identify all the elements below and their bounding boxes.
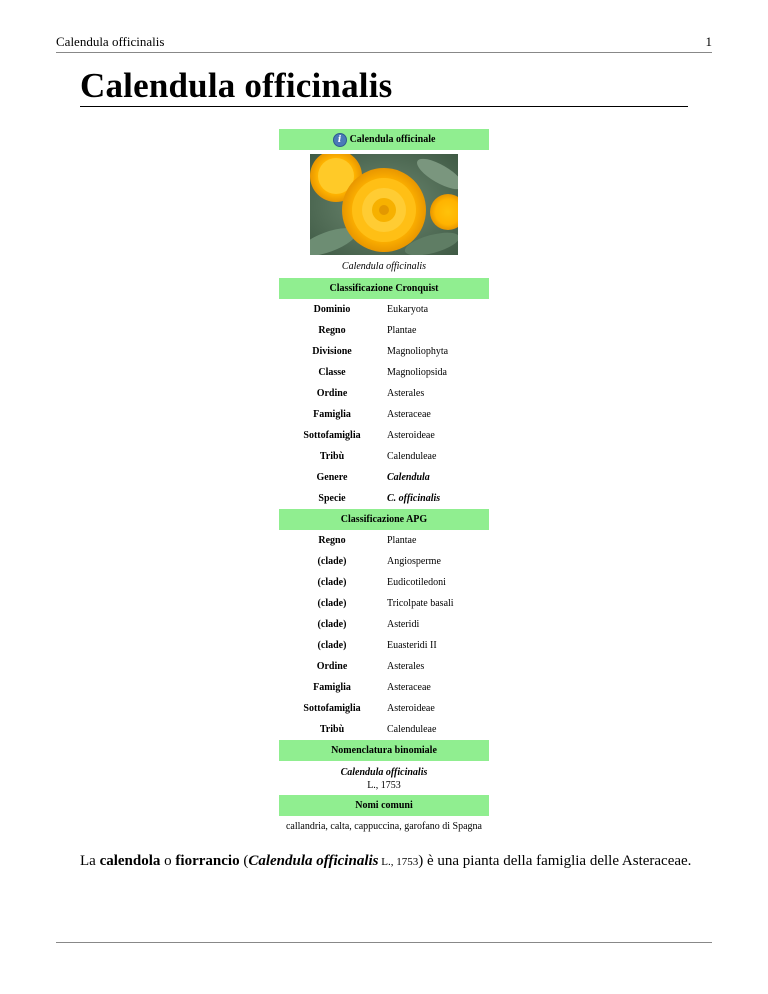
taxon-value[interactable]: Asteridi — [387, 619, 420, 630]
taxon-value[interactable]: Eukaryota — [387, 304, 429, 315]
rank-label: Dominio — [313, 304, 351, 315]
apg-row — [279, 530, 489, 551]
taxon-value[interactable]: Calendula — [387, 472, 430, 483]
intro-text: ( — [239, 853, 249, 869]
binomial-species: Calendula officinalis — [340, 767, 428, 778]
rank-label: Regno — [318, 535, 346, 546]
common-names-text: callandria, calta, cappuccina, garofano di Spagna — [285, 821, 482, 832]
binomial-authority: L., 1753 — [367, 780, 401, 791]
image-caption: Calendula officinalis — [341, 261, 427, 272]
apg-row — [279, 635, 489, 656]
rank-label: Genere — [316, 472, 348, 483]
rank-label: Sottofamiglia — [303, 703, 361, 714]
cronquist-row — [279, 362, 489, 383]
apg-row — [279, 698, 489, 719]
term-fiorrancio: fiorrancio — [175, 853, 240, 869]
taxon-value[interactable]: Calenduleae — [387, 724, 437, 735]
rank-label: Ordine — [316, 388, 348, 399]
header-divider — [56, 52, 712, 53]
calendula-flower-photo[interactable] — [310, 154, 458, 255]
apg-row — [279, 719, 489, 740]
cronquist-heading: Classificazione Cronquist — [279, 278, 489, 299]
common-names-heading: Nomi comuni — [279, 795, 489, 816]
apg-row — [279, 551, 489, 572]
cronquist-row — [279, 425, 489, 446]
intro-text: o — [160, 853, 176, 869]
term-calendola: calendola — [99, 853, 161, 869]
binomial-block — [279, 761, 489, 795]
intro-text: La — [80, 853, 100, 869]
cronquist-row — [279, 467, 489, 488]
rank-label: Ordine — [316, 661, 348, 672]
taxon-value[interactable]: Eudicotiledoni — [387, 577, 446, 588]
cronquist-row — [279, 383, 489, 404]
rank-label: Regno — [318, 325, 346, 336]
apg-heading: Classificazione APG — [279, 509, 489, 530]
rank-label: (clade) — [317, 640, 347, 651]
taxobox-header — [279, 129, 489, 150]
rank-label: Divisione — [312, 346, 352, 357]
taxobox-title: Calendula officinale — [349, 134, 436, 145]
rank-label: Famiglia — [313, 682, 351, 693]
taxobox — [279, 129, 489, 838]
taxon-value[interactable]: Magnoliopsida — [387, 367, 447, 378]
rank-label: Classe — [318, 367, 346, 378]
title-underline — [80, 106, 688, 107]
species-name: Calendula officinalis — [248, 853, 379, 869]
footer-divider — [56, 942, 712, 943]
rank-label: (clade) — [317, 556, 347, 567]
taxon-value[interactable]: Asterales — [387, 661, 425, 672]
cronquist-row — [279, 446, 489, 467]
rank-label: (clade) — [317, 577, 347, 588]
taxon-value[interactable]: Tricolpate basali — [387, 598, 454, 609]
info-icon[interactable]: i — [333, 133, 347, 147]
taxon-value[interactable]: Asteroideae — [387, 703, 435, 714]
apg-row — [279, 677, 489, 698]
taxon-value[interactable]: C. officinalis — [387, 493, 441, 504]
rank-label: Famiglia — [313, 409, 351, 420]
taxon-value[interactable]: Asteraceae — [387, 409, 431, 420]
page-number: 1 — [705, 34, 712, 49]
cronquist-row — [279, 341, 489, 362]
rank-label: Specie — [318, 493, 346, 504]
taxon-value[interactable]: Asterales — [387, 388, 425, 399]
apg-row — [279, 656, 489, 677]
taxon-value[interactable]: Plantae — [387, 535, 417, 546]
taxobox-image-wrap — [279, 150, 489, 256]
apg-row — [279, 572, 489, 593]
cronquist-row — [279, 404, 489, 425]
rank-label: Tribù — [319, 451, 345, 462]
apg-row — [279, 593, 489, 614]
running-head-title: Calendula officinalis — [56, 34, 165, 49]
running-head — [56, 34, 712, 52]
cronquist-row — [279, 320, 489, 341]
cronquist-row — [279, 299, 489, 320]
intro-paragraph — [80, 853, 691, 870]
intro-text: ) è una pianta della famiglia delle Asteraceae. — [418, 853, 692, 869]
apg-row — [279, 614, 489, 635]
rank-label: Tribù — [319, 724, 345, 735]
rank-label: (clade) — [317, 598, 347, 609]
rank-label: Sottofamiglia — [303, 430, 361, 441]
binomial-heading: Nomenclatura binomiale — [279, 740, 489, 761]
taxon-value[interactable]: Magnoliophyta — [387, 346, 449, 357]
species-authority: L., 1753 — [378, 856, 419, 868]
taxon-value[interactable]: Calenduleae — [387, 451, 437, 462]
taxon-value[interactable]: Plantae — [387, 325, 417, 336]
cronquist-row — [279, 488, 489, 509]
taxon-value[interactable]: Asteroideae — [387, 430, 435, 441]
taxon-value[interactable]: Asteraceae — [387, 682, 431, 693]
rank-label: (clade) — [317, 619, 347, 630]
taxon-value[interactable]: Euasteridi II — [387, 640, 437, 651]
taxon-value[interactable]: Angiosperme — [387, 556, 441, 567]
page-title: Calendula officinalis — [80, 66, 393, 105]
